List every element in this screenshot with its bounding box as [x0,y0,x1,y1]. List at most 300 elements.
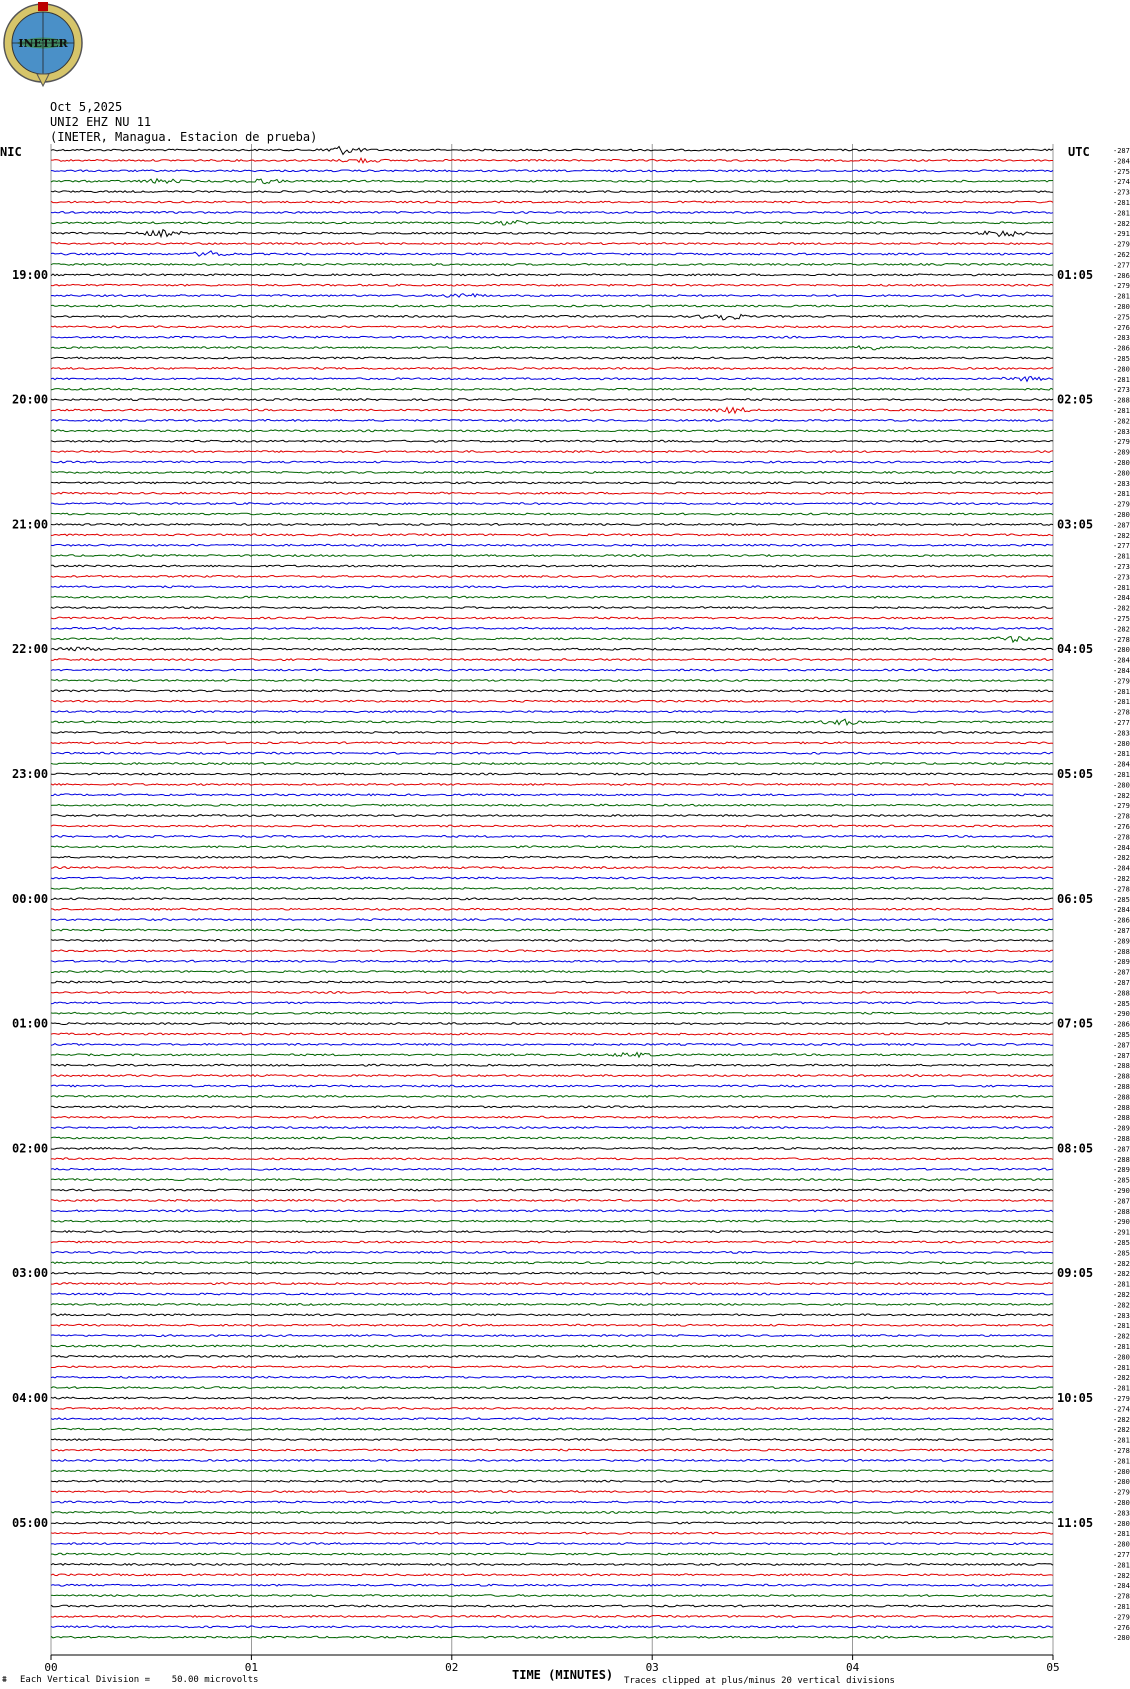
trace-line [51,1002,1053,1004]
trace-line [51,492,1053,494]
trace-line [51,680,1053,682]
right-hour-label: 07:05 [1057,1016,1094,1031]
trace-offset-label: -282 [1113,1426,1130,1435]
trace-offset-label: -283 [1113,479,1130,488]
trace-offset-label: -273 [1113,563,1130,571]
trace-offset-label: -281 [1113,1457,1130,1466]
left-hour-label: 05:00 [12,1515,49,1530]
trace-line [51,1262,1053,1264]
trace-offset-label: -277 [1113,542,1130,551]
trace-offset-label: -281 [1113,199,1130,207]
trace-line [51,669,1053,671]
trace-offset-label: -280 [1113,303,1130,311]
left-hour-label: 19:00 [12,267,49,282]
trace-offset-label: -281 [1113,292,1130,301]
trace-line [51,1075,1053,1077]
trace-line [51,981,1053,983]
trace-offset-label: -280 [1113,511,1130,519]
trace-offset-label: -287 [1113,968,1130,977]
trace-offset-label: -282 [1113,219,1130,228]
trace-line [51,825,1053,827]
trace-line [51,191,1053,193]
trace-offset-label: -281 [1113,375,1130,384]
trace-offset-label: -278 [1113,812,1130,821]
trace-offset-label: -289 [1113,1166,1130,1175]
trace-line [51,1127,1053,1129]
trace-offset-label: -281 [1113,552,1130,561]
x-tick-label: 02 [445,1661,459,1674]
trace-offset-label: -288 [1113,1093,1130,1102]
x-tick-label: 03 [645,1661,659,1674]
trace-line [51,647,1053,651]
right-hour-label: 09:05 [1057,1266,1094,1281]
trace-line [51,1366,1053,1368]
trace-offset-label: -282 [1113,625,1130,634]
trace-line [51,596,1053,598]
trace-line [51,534,1053,536]
trace-line [51,815,1053,817]
trace-line [51,170,1053,172]
trace-line [51,919,1053,921]
x-axis-title: TIME (MINUTES) [512,1668,614,1682]
trace-offset-label: -291 [1113,230,1130,239]
trace-line [51,711,1053,713]
trace-offset-label: -282 [1113,417,1130,426]
trace-line [51,440,1053,442]
trace-offset-label: -280 [1113,1499,1130,1507]
trace-offset-label: -275 [1113,167,1130,176]
left-hour-label: 02:00 [12,1141,49,1156]
trace-offset-label: -283 [1113,1311,1130,1320]
trace-line [51,1252,1053,1254]
trace-offset-label: -281 [1113,750,1130,759]
trace-offset-label: -283 [1113,1509,1130,1518]
trace-offset-label: -286 [1113,271,1130,280]
trace-offset-label: -275 [1113,615,1130,623]
trace-line [51,377,1053,382]
trace-offset-label: -287 [1113,927,1130,935]
trace-line [51,503,1053,505]
trace-offset-label: -279 [1113,500,1130,509]
trace-line [51,1564,1053,1566]
trace-offset-label: -280 [1113,1540,1130,1549]
trace-offset-label: -282 [1113,791,1130,800]
trace-line [51,1345,1053,1347]
trace-line [51,700,1053,702]
trace-offset-label: -278 [1113,1447,1130,1455]
trace-offset-label: -281 [1113,687,1130,696]
trace-offset-label: -287 [1113,1197,1130,1206]
trace-offset-label: -281 [1113,1561,1130,1570]
trace-offset-label: -281 [1113,1436,1130,1445]
trace-line [51,1189,1053,1191]
trace-offset-label: -291 [1113,1228,1130,1237]
trace-line [51,201,1053,203]
trace-line [51,950,1053,952]
trace-offset-label: -277 [1113,1551,1130,1559]
trace-offset-label: -281 [1113,1530,1130,1539]
trace-line [51,1148,1053,1150]
trace-line [51,773,1053,775]
x-tick-label: 01 [244,1661,259,1674]
trace-offset-label: -278 [1113,1592,1130,1601]
trace-line [51,1168,1053,1170]
trace-line [51,147,1053,155]
right-timezone-label: UTC [1068,145,1090,159]
trace-line [51,251,1053,256]
trace-line [51,399,1053,401]
trace-offset-label: -284 [1113,667,1130,675]
trace-offset-label: -282 [1113,1291,1130,1299]
trace-offset-label: -288 [1113,1207,1130,1216]
trace-line [51,1512,1053,1514]
trace-line [51,1595,1053,1597]
trace-offset-label: -288 [1113,947,1130,956]
trace-line [51,1543,1053,1545]
trace-offset-label: -284 [1113,864,1130,873]
right-hour-label: 03:05 [1057,517,1094,532]
trace-offset-label: -281 [1113,1384,1130,1393]
trace-line [51,555,1053,557]
trace-offset-label: -273 [1113,386,1130,395]
trace-line [51,742,1053,744]
trace-line [51,763,1053,765]
trace-line [51,628,1053,630]
trace-line [51,1179,1053,1181]
left-hour-label: 01:00 [12,1016,49,1031]
trace-line [51,1012,1053,1014]
scale-icon: ⩩ [2,1675,7,1685]
trace-offset-label: -282 [1113,1301,1130,1310]
trace-line [51,1574,1053,1576]
trace-line [51,1636,1053,1638]
trace-line [51,430,1053,432]
trace-line [51,1449,1053,1451]
trace-offset-label: -280 [1113,781,1130,790]
trace-offset-label: -285 [1113,355,1130,363]
trace-line [51,1397,1053,1399]
trace-offset-label: -280 [1113,365,1130,374]
trace-offset-label: -278 [1113,708,1130,717]
trace-line [51,284,1053,286]
trace-line [51,274,1053,276]
trace-line [51,794,1053,796]
x-tick-label: 04 [845,1661,860,1674]
trace-offset-label: -289 [1113,937,1130,946]
trace-line [51,1314,1053,1316]
trace-line [51,1532,1053,1534]
trace-line [51,1220,1053,1222]
trace-line [51,1626,1053,1628]
trace-line [51,1387,1053,1389]
trace-line [51,1522,1053,1524]
trace-offset-label: -287 [1113,1041,1130,1050]
trace-line [51,929,1053,931]
left-hour-label: 03:00 [12,1266,49,1281]
trace-offset-label: -284 [1113,760,1130,769]
trace-line [51,960,1053,962]
trace-offset-label: -288 [1113,1103,1130,1112]
trace-line [51,1553,1053,1555]
trace-line [51,1137,1053,1139]
trace-offset-label: -286 [1113,344,1130,353]
trace-offset-label: -281 [1113,1343,1130,1351]
trace-offset-label: -277 [1113,261,1130,270]
trace-line [51,1200,1053,1202]
trace-line [51,719,1053,725]
trace-line [51,1231,1053,1233]
trace-offset-label: -287 [1113,979,1130,987]
trace-offset-label: -279 [1113,240,1130,249]
station-label: (INETER, Managua. Estacion de prueba) [50,130,318,144]
trace-line [51,586,1053,588]
trace-line [51,1116,1053,1118]
trace-line [51,461,1053,463]
trace-offset-label: -279 [1113,438,1130,447]
trace-offset-label: -282 [1113,854,1130,863]
trace-offset-label: -276 [1113,823,1130,831]
trace-line [51,179,1053,184]
trace-offset-label: -281 [1113,490,1130,499]
trace-offset-label: -277 [1113,719,1130,727]
trace-line [51,1616,1053,1618]
trace-offset-label: -280 [1113,739,1130,748]
trace-offset-label: -282 [1113,1332,1130,1341]
trace-line [51,1460,1053,1462]
trace-offset-label: -285 [1113,1239,1130,1247]
trace-line [51,637,1053,643]
trace-offset-label: -278 [1113,833,1130,842]
trace-offset-label: -279 [1113,1613,1130,1622]
trace-offset-label: -284 [1113,1582,1130,1591]
trace-line [51,908,1053,910]
trace-line [51,388,1053,390]
left-hour-label: 23:00 [12,767,49,781]
trace-offset-label: -282 [1113,1270,1130,1279]
trace-line [51,1376,1053,1378]
trace-line [51,230,1053,237]
trace-line [51,305,1053,307]
scale-note: Each Vertical Division = 50.00 microvolts [20,1675,259,1685]
trace-offset-label: -279 [1113,1488,1130,1497]
trace-offset-label: -288 [1113,396,1130,405]
trace-line [51,867,1053,869]
trace-offset-label: -282 [1113,1259,1130,1268]
trace-offset-label: -280 [1113,646,1130,655]
trace-line [51,1293,1053,1295]
trace-offset-label: -288 [1113,1114,1130,1123]
trace-offset-label: -284 [1113,594,1130,603]
x-tick-label: 00 [44,1661,58,1674]
trace-line [51,1605,1053,1607]
right-hour-label: 02:05 [1057,392,1094,407]
right-hour-label: 01:05 [1057,267,1094,282]
trace-offset-label: -280 [1113,1478,1130,1487]
trace-offset-label: -285 [1113,1031,1130,1039]
right-hour-label: 10:05 [1057,1391,1094,1405]
trace-offset-label: -286 [1113,916,1130,925]
trace-line [51,1085,1053,1087]
trace-offset-label: -281 [1113,407,1130,415]
trace-offset-label: -280 [1113,459,1130,467]
trace-offset-label: -284 [1113,843,1130,852]
trace-line [51,1428,1053,1430]
trace-offset-label: -288 [1113,989,1130,998]
trace-line [51,565,1053,567]
trace-line [51,1439,1053,1441]
left-hour-label: 21:00 [12,517,49,532]
trace-offset-label: -285 [1113,1249,1130,1258]
trace-offset-label: -282 [1113,875,1130,883]
trace-offset-label: -286 [1113,1020,1130,1029]
trace-line [51,314,1053,320]
trace-line [51,221,1053,226]
trace-offset-label: -288 [1113,1072,1130,1081]
trace-offset-label: -287 [1113,147,1130,155]
trace-line [51,607,1053,609]
trace-line [51,1210,1053,1212]
trace-offset-label: -280 [1113,1634,1130,1643]
trace-line [51,1158,1053,1160]
trace-line [51,1584,1053,1586]
trace-offset-label: -282 [1113,1571,1130,1580]
trace-line [51,1033,1053,1035]
trace-offset-label: -273 [1113,573,1130,582]
right-hour-label: 08:05 [1057,1141,1094,1156]
trace-offset-label: -290 [1113,1010,1130,1019]
trace-line [51,1304,1053,1306]
trace-line [51,690,1053,692]
trace-offset-label: -276 [1113,1623,1130,1632]
trace-offset-label: -284 [1113,656,1130,665]
trace-line [51,513,1053,515]
trace-line [51,451,1053,453]
trace-line [51,326,1053,328]
trace-offset-label: -274 [1113,178,1130,187]
left-timezone-label: NIC [0,145,22,159]
x-tick-label: 05 [1046,1661,1060,1674]
trace-line [51,971,1053,973]
left-hour-label: 20:00 [12,392,49,407]
trace-offset-label: -275 [1113,313,1130,322]
trace-offset-label: -274 [1113,1405,1130,1414]
trace-line [51,336,1053,338]
trace-offset-label: -281 [1113,1603,1130,1611]
trace-offset-label: -279 [1113,677,1130,686]
trace-line [51,1501,1053,1503]
trace-line [51,1408,1053,1410]
trace-offset-label: -273 [1113,188,1130,197]
trace-line [51,888,1053,890]
trace-offset-label: -284 [1113,906,1130,915]
trace-offset-label: -281 [1113,1322,1130,1331]
trace-offset-label: -288 [1113,1155,1130,1164]
trace-line [51,804,1053,806]
trace-offset-label: -284 [1113,157,1130,166]
trace-line [51,836,1053,838]
trace-offset-label: -288 [1113,1135,1130,1143]
trace-offset-label: -282 [1113,1374,1130,1383]
trace-offset-label: -288 [1113,1062,1130,1071]
left-hour-label: 04:00 [12,1391,49,1405]
trace-line [51,1096,1053,1098]
trace-line [51,1418,1053,1420]
trace-line [51,617,1053,619]
trace-line [51,1053,1053,1058]
trace-offset-label: -280 [1113,469,1130,478]
trace-line [51,784,1053,786]
trace-offset-label: -285 [1113,999,1130,1008]
trace-offset-label: -281 [1113,1280,1130,1289]
date-label: Oct 5,2025 [50,100,123,114]
trace-line [51,368,1053,370]
trace-offset-label: -278 [1113,635,1130,644]
left-hour-label: 00:00 [12,891,49,906]
trace-offset-label: -287 [1113,1051,1130,1060]
trace-line [51,1283,1053,1285]
trace-offset-label: -262 [1113,251,1130,259]
trace-offset-label: -290 [1113,1187,1130,1195]
trace-offset-label: -283 [1113,729,1130,738]
trace-offset-label: -285 [1113,1176,1130,1185]
trace-line [51,544,1053,546]
trace-line [51,408,1053,414]
trace-offset-label: -282 [1113,531,1130,540]
trace-line [51,1470,1053,1472]
trace-line [51,158,1053,163]
trace-offset-label: -289 [1113,958,1130,967]
trace-line [51,357,1053,359]
trace-offset-label: -289 [1113,1124,1130,1133]
trace-offset-label: -280 [1113,1467,1130,1476]
trace-line [51,1241,1053,1243]
trace-offset-label: -281 [1113,1363,1130,1372]
trace-offset-label: -278 [1113,885,1130,894]
trace-offset-label: -290 [1113,1218,1130,1227]
trace-line [51,898,1053,900]
trace-line [51,992,1053,994]
trace-line [51,659,1053,661]
trace-offset-label: -279 [1113,1395,1130,1403]
trace-line [51,1064,1053,1066]
trace-offset-label: -288 [1113,1083,1130,1091]
trace-line [51,1335,1053,1337]
trace-offset-label: -285 [1113,895,1130,904]
trace-offset-label: -276 [1113,323,1130,332]
trace-offset-label: -281 [1113,209,1130,218]
trace-line [51,212,1053,214]
trace-line [51,856,1053,858]
trace-line [51,732,1053,734]
channel-label: UNI2 EHZ NU 11 [50,115,152,129]
trace-line [51,1272,1053,1274]
trace-offset-label: -289 [1113,448,1130,457]
trace-line [51,877,1053,879]
trace-line [51,1044,1053,1046]
trace-offset-label: -280 [1113,1519,1130,1528]
trace-line [51,940,1053,942]
trace-offset-label: -283 [1113,427,1130,436]
logo-text: INETER [18,37,68,50]
trace-line [51,1491,1053,1493]
trace-offset-label: -281 [1113,771,1130,779]
trace-line [51,472,1053,474]
trace-offset-label: -279 [1113,282,1130,291]
left-hour-label: 22:00 [12,642,49,657]
trace-offset-label: -287 [1113,521,1130,530]
trace-offset-label: -282 [1113,1415,1130,1424]
right-hour-label: 04:05 [1057,642,1094,657]
